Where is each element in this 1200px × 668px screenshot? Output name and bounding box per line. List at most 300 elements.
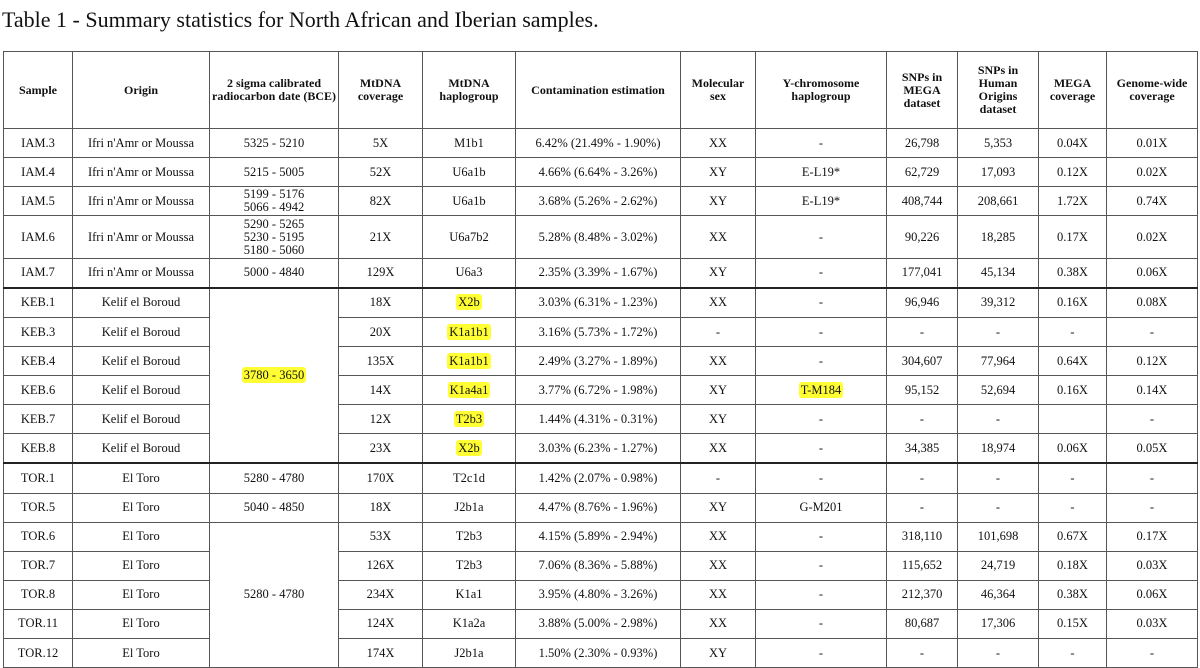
molecular-sex-cell (681, 187, 756, 216)
mega-coverage-value: 0.16X (1057, 382, 1088, 397)
y-haplogroup-value: - (818, 353, 824, 368)
snps-human-origins-value: - (995, 411, 1001, 426)
mtdna-coverage-cell (339, 609, 423, 638)
sample-cell (4, 129, 73, 158)
y-haplogroup-value: - (818, 558, 824, 573)
y-haplogroup-cell (756, 187, 887, 216)
sample-cell (4, 493, 73, 522)
origin-cell (73, 347, 210, 376)
contamination-value: 3.68% (5.26% - 2.62%) (538, 193, 658, 208)
genome-wide-coverage-value: 0.06X (1136, 265, 1168, 280)
mtdna-haplogroup-value: K1a2a (452, 616, 486, 631)
snps-human-origins-value: - (995, 645, 1001, 660)
snps-human-origins-cell (958, 158, 1039, 187)
mega-coverage-cell (1039, 288, 1107, 318)
column-header-date: 2 sigma calibrated radiocarbon date (BCE) (210, 52, 339, 129)
mtdna-haplogroup-cell (423, 317, 516, 346)
y-haplogroup-value: E-L19* (801, 164, 841, 179)
y-haplogroup-value: - (818, 295, 824, 310)
table-row (4, 129, 1198, 158)
sample-value: IAM.5 (21, 193, 55, 208)
snps-human-origins-value: 18,974 (980, 440, 1016, 455)
snps-human-origins-cell (958, 129, 1039, 158)
y-haplogroup-value: - (818, 324, 824, 339)
contamination-value: 3.88% (5.00% - 2.98%) (538, 616, 658, 631)
snps-human-origins-cell (958, 187, 1039, 216)
snps-human-origins-value: - (995, 470, 1001, 485)
origin-value: El Toro (122, 616, 160, 631)
mtdna-coverage-cell (339, 347, 423, 376)
contamination-cell (516, 317, 681, 346)
snps-human-origins-value: 46,364 (980, 587, 1016, 602)
molecular-sex-value: XX (708, 229, 728, 244)
mtdna-coverage-value: 126X (366, 558, 395, 573)
sample-cell (4, 463, 73, 493)
snps-human-origins-cell (958, 580, 1039, 609)
snps-human-origins-cell (958, 609, 1039, 638)
origin-value: Ifri n'Amr or Moussa (87, 193, 195, 208)
mtdna-haplogroup-value: J2b1a (454, 500, 484, 515)
y-haplogroup-value: - (818, 440, 824, 455)
sample-cell (4, 216, 73, 259)
mtdna-coverage-value: 135X (366, 353, 395, 368)
contamination-cell (516, 522, 681, 551)
origin-value: Ifri n'Amr or Moussa (87, 265, 195, 280)
sample-value: IAM.7 (21, 265, 55, 280)
genome-wide-coverage-value: 0.03X (1136, 616, 1168, 631)
snps-human-origins-cell (958, 551, 1039, 580)
mtdna-haplogroup-cell (423, 463, 516, 493)
mtdna-coverage-cell (339, 405, 423, 434)
mtdna-coverage-cell (339, 158, 423, 187)
date-cell (210, 463, 339, 493)
table-row (4, 609, 1198, 638)
molecular-sex-value: XX (708, 135, 728, 150)
contamination-cell (516, 187, 681, 216)
sample-value: TOR.5 (20, 500, 56, 515)
origin-value: Kelif el Boroud (101, 440, 181, 455)
mega-coverage-value: 0.18X (1057, 558, 1088, 573)
contamination-value: 3.03% (6.23% - 1.27%) (538, 440, 658, 455)
contamination-cell (516, 405, 681, 434)
table-title: Table 1 - Summary statistics for North African and Iberian samples. (2, 7, 599, 32)
snps-human-origins-value: 45,134 (980, 265, 1016, 280)
genome-wide-coverage-value: - (1149, 500, 1155, 515)
genome-wide-coverage-cell (1107, 405, 1198, 434)
table-row (4, 216, 1198, 259)
mega-coverage-value: 0.38X (1057, 587, 1088, 602)
origin-value: Kelif el Boroud (101, 353, 181, 368)
date-range: 5066 - 4942 (243, 200, 305, 215)
origin-cell (73, 376, 210, 405)
mega-coverage-value: 0.67X (1057, 529, 1088, 544)
snps-mega-value: - (919, 324, 925, 339)
table-row (4, 551, 1198, 580)
date-range: 5180 - 5060 (243, 242, 305, 257)
origin-value: Kelif el Boroud (101, 295, 181, 310)
date-cell (210, 129, 339, 158)
mtdna-haplogroup-value: U6a1b (452, 193, 486, 208)
snps-mega-value: 96,946 (904, 295, 940, 310)
table-row (4, 405, 1198, 434)
sample-cell (4, 609, 73, 638)
mtdna-haplogroup-value: X2b (458, 295, 480, 310)
mega-coverage-value: 0.04X (1057, 135, 1088, 150)
column-header-snps-human-origins: SNPs in Human Origins dataset (958, 52, 1039, 129)
snps-mega-value: 80,687 (904, 616, 940, 631)
contamination-cell (516, 216, 681, 259)
y-haplogroup-value: - (818, 470, 824, 485)
genome-wide-coverage-cell (1107, 376, 1198, 405)
date-range: 5230 - 5195 (243, 229, 305, 244)
mtdna-haplogroup-value: X2b (458, 440, 480, 455)
y-haplogroup-value: G-M201 (799, 500, 843, 515)
mtdna-haplogroup-value: M1b1 (454, 135, 484, 150)
sample-value: KEB.1 (20, 295, 56, 310)
table-row (4, 493, 1198, 522)
y-haplogroup-cell (756, 347, 887, 376)
mega-coverage-value: 0.15X (1057, 616, 1088, 631)
mega-coverage-cell (1039, 551, 1107, 580)
molecular-sex-value: XY (708, 382, 728, 397)
mtdna-haplogroup-cell (423, 187, 516, 216)
snps-mega-value: 318,110 (901, 529, 943, 544)
origin-cell (73, 639, 210, 668)
molecular-sex-value: XX (708, 616, 728, 631)
origin-value: El Toro (122, 529, 160, 544)
origin-value: El Toro (122, 500, 160, 515)
table-row (4, 376, 1198, 405)
y-haplogroup-value: - (818, 411, 824, 426)
column-header-sample: Sample (4, 52, 73, 129)
snps-human-origins-cell (958, 317, 1039, 346)
genome-wide-coverage-cell (1107, 639, 1198, 668)
contamination-cell (516, 551, 681, 580)
mtdna-coverage-cell (339, 580, 423, 609)
molecular-sex-cell (681, 405, 756, 434)
mtdna-coverage-value: 20X (369, 324, 392, 339)
sample-value: KEB.6 (20, 382, 56, 397)
sample-value: KEB.3 (20, 324, 56, 339)
sample-cell (4, 158, 73, 187)
molecular-sex-cell (681, 609, 756, 638)
genome-wide-coverage-cell (1107, 463, 1198, 493)
column-header-origin: Origin (73, 52, 210, 129)
sample-value: TOR.8 (20, 587, 56, 602)
molecular-sex-cell (681, 258, 756, 288)
mega-coverage-value: - (1070, 500, 1075, 515)
mega-coverage-value: - (1070, 645, 1075, 660)
sample-cell (4, 187, 73, 216)
sample-cell (4, 258, 73, 288)
table-row (4, 347, 1198, 376)
molecular-sex-cell (681, 434, 756, 464)
genome-wide-coverage-value: 0.12X (1136, 353, 1168, 368)
sample-value: TOR.7 (20, 558, 56, 573)
molecular-sex-value: - (715, 470, 721, 485)
molecular-sex-cell (681, 551, 756, 580)
y-haplogroup-cell (756, 317, 887, 346)
snps-mega-cell (887, 288, 958, 318)
origin-cell (73, 405, 210, 434)
origin-cell (73, 258, 210, 288)
date-range: 5280 - 4780 (243, 587, 305, 602)
date-cell (210, 187, 339, 216)
date-cell (210, 493, 339, 522)
table-row (4, 580, 1198, 609)
date-range: 5040 - 4850 (243, 500, 305, 515)
origin-cell (73, 187, 210, 216)
mega-coverage-value: 0.17X (1057, 229, 1088, 244)
y-haplogroup-value: - (818, 529, 824, 544)
contamination-value: 1.42% (2.07% - 0.98%) (538, 470, 658, 485)
origin-cell (73, 317, 210, 346)
snps-human-origins-value: - (995, 500, 1001, 515)
origin-cell (73, 216, 210, 259)
sample-cell (4, 376, 73, 405)
sample-cell (4, 551, 73, 580)
y-haplogroup-cell (756, 405, 887, 434)
mega-coverage-cell (1039, 347, 1107, 376)
origin-cell (73, 158, 210, 187)
mtdna-haplogroup-cell (423, 639, 516, 668)
mtdna-haplogroup-value: U6a7b2 (449, 229, 489, 244)
mega-coverage-cell (1039, 463, 1107, 493)
snps-mega-value: 90,226 (904, 229, 940, 244)
column-header-mtdna-haplogroup: MtDNA haplogroup (423, 52, 516, 129)
mtdna-haplogroup-cell (423, 405, 516, 434)
snps-human-origins-value: 101,698 (977, 529, 1019, 544)
molecular-sex-value: XY (708, 164, 728, 179)
contamination-cell (516, 493, 681, 522)
snps-human-origins-cell (958, 639, 1039, 668)
date-cell (210, 522, 339, 667)
sample-value: TOR.1 (20, 470, 56, 485)
mtdna-coverage-cell (339, 551, 423, 580)
snps-mega-cell (887, 158, 958, 187)
date-range: 5325 - 5210 (243, 135, 305, 150)
molecular-sex-value: - (715, 324, 721, 339)
sample-cell (4, 434, 73, 464)
sample-value: TOR.6 (20, 529, 56, 544)
origin-cell (73, 434, 210, 464)
column-header-y-haplogroup: Y-chromosome haplogroup (756, 52, 887, 129)
mega-coverage-cell (1039, 187, 1107, 216)
table-row (4, 463, 1198, 493)
sample-value: TOR.11 (18, 616, 58, 631)
mega-coverage-value: 0.06X (1057, 440, 1088, 455)
molecular-sex-cell (681, 347, 756, 376)
genome-wide-coverage-value: 0.14X (1136, 382, 1168, 397)
date-cell (210, 288, 339, 464)
mtdna-haplogroup-value: T2b3 (455, 411, 483, 426)
molecular-sex-value: XY (708, 411, 728, 426)
mega-coverage-cell (1039, 609, 1107, 638)
mtdna-coverage-cell (339, 317, 423, 346)
contamination-value: 2.49% (3.27% - 1.89%) (538, 353, 658, 368)
molecular-sex-cell (681, 129, 756, 158)
mtdna-haplogroup-value: T2b3 (455, 529, 483, 544)
y-haplogroup-cell (756, 639, 887, 668)
snps-mega-cell (887, 609, 958, 638)
genome-wide-coverage-value: 0.17X (1136, 529, 1168, 544)
snps-mega-cell (887, 463, 958, 493)
sample-cell (4, 317, 73, 346)
snps-mega-value: - (919, 645, 925, 660)
mtdna-haplogroup-cell (423, 347, 516, 376)
snps-human-origins-cell (958, 522, 1039, 551)
y-haplogroup-value: - (818, 265, 824, 280)
mtdna-coverage-value: 82X (369, 193, 392, 208)
mtdna-coverage-value: 18X (369, 500, 392, 515)
table-row (4, 522, 1198, 551)
snps-human-origins-value: 5,353 (983, 135, 1013, 150)
contamination-value: 4.66% (6.64% - 3.26%) (538, 164, 658, 179)
y-haplogroup-cell (756, 434, 887, 464)
genome-wide-coverage-cell (1107, 129, 1198, 158)
snps-human-origins-value: 52,694 (980, 382, 1016, 397)
genome-wide-coverage-cell (1107, 258, 1198, 288)
contamination-value: 3.95% (4.80% - 3.26%) (538, 587, 658, 602)
origin-value: El Toro (122, 645, 160, 660)
table-body (4, 129, 1198, 668)
snps-mega-cell (887, 551, 958, 580)
snps-human-origins-cell (958, 376, 1039, 405)
mtdna-coverage-cell (339, 493, 423, 522)
table-row (4, 187, 1198, 216)
origin-cell (73, 522, 210, 551)
date-range: 5215 - 5005 (243, 164, 305, 179)
sample-value: KEB.8 (20, 440, 56, 455)
molecular-sex-cell (681, 288, 756, 318)
column-header-genome-wide-coverage: Genome-wide coverage (1107, 52, 1198, 129)
origin-cell (73, 609, 210, 638)
molecular-sex-value: XY (708, 193, 728, 208)
snps-mega-cell (887, 258, 958, 288)
mtdna-coverage-value: 53X (369, 529, 392, 544)
mtdna-coverage-cell (339, 434, 423, 464)
mega-coverage-value: - (1070, 324, 1075, 339)
mtdna-haplogroup-cell (423, 609, 516, 638)
mtdna-haplogroup-value: K1a1 (455, 587, 483, 602)
snps-mega-cell (887, 493, 958, 522)
sample-cell (4, 580, 73, 609)
mtdna-haplogroup-value: T2b3 (455, 558, 483, 573)
contamination-value: 6.42% (21.49% - 1.90%) (535, 135, 661, 150)
origin-cell (73, 129, 210, 158)
mtdna-coverage-value: 21X (369, 229, 392, 244)
mtdna-haplogroup-value: U6a3 (455, 265, 483, 280)
genome-wide-coverage-cell (1107, 216, 1198, 259)
molecular-sex-value: XX (708, 295, 728, 310)
molecular-sex-cell (681, 376, 756, 405)
snps-mega-value: 95,152 (904, 382, 940, 397)
mtdna-haplogroup-value: K1a1b1 (449, 353, 489, 368)
mtdna-haplogroup-cell (423, 158, 516, 187)
contamination-value: 3.16% (5.73% - 1.72%) (538, 324, 658, 339)
mtdna-coverage-value: 52X (369, 164, 392, 179)
molecular-sex-value: XX (708, 558, 728, 573)
mtdna-haplogroup-cell (423, 129, 516, 158)
molecular-sex-cell (681, 493, 756, 522)
date-cell (210, 216, 339, 259)
snps-mega-value: 304,607 (901, 353, 943, 368)
molecular-sex-value: XY (708, 265, 728, 280)
origin-value: Ifri n'Amr or Moussa (87, 164, 195, 179)
molecular-sex-cell (681, 522, 756, 551)
mtdna-haplogroup-value: K1a4a1 (449, 382, 489, 397)
snps-human-origins-cell (958, 347, 1039, 376)
sample-value: KEB.4 (20, 353, 56, 368)
sample-value: IAM.6 (21, 229, 55, 244)
contamination-cell (516, 288, 681, 318)
table-row (4, 317, 1198, 346)
date-cell (210, 158, 339, 187)
mega-coverage-cell (1039, 639, 1107, 668)
snps-mega-value: 212,370 (901, 587, 943, 602)
y-haplogroup-cell (756, 288, 887, 318)
origin-cell (73, 463, 210, 493)
molecular-sex-value: XY (708, 645, 728, 660)
snps-mega-cell (887, 522, 958, 551)
genome-wide-coverage-value: 0.05X (1136, 440, 1168, 455)
snps-mega-cell (887, 580, 958, 609)
y-haplogroup-cell (756, 551, 887, 580)
snps-human-origins-value: 18,285 (980, 229, 1016, 244)
snps-human-origins-value: 208,661 (977, 193, 1019, 208)
snps-human-origins-value: 24,719 (980, 558, 1016, 573)
mega-coverage-cell (1039, 493, 1107, 522)
date-range: 5199 - 5176 (243, 187, 305, 202)
snps-human-origins-value: 17,306 (980, 616, 1016, 631)
mega-coverage-cell (1039, 434, 1107, 464)
mega-coverage-cell (1039, 405, 1107, 434)
genome-wide-coverage-value: 0.01X (1136, 135, 1168, 150)
snps-mega-value: - (919, 500, 925, 515)
contamination-cell (516, 347, 681, 376)
mtdna-haplogroup-cell (423, 434, 516, 464)
contamination-value: 3.77% (6.72% - 1.98%) (538, 382, 658, 397)
y-haplogroup-cell (756, 493, 887, 522)
origin-value: Kelif el Boroud (101, 382, 181, 397)
snps-mega-cell (887, 347, 958, 376)
y-haplogroup-cell (756, 258, 887, 288)
mtdna-haplogroup-cell (423, 551, 516, 580)
mtdna-coverage-cell (339, 129, 423, 158)
contamination-cell (516, 639, 681, 668)
genome-wide-coverage-cell (1107, 522, 1198, 551)
genome-wide-coverage-cell (1107, 493, 1198, 522)
mtdna-coverage-value: 18X (369, 295, 392, 310)
snps-human-origins-cell (958, 434, 1039, 464)
mega-coverage-cell (1039, 216, 1107, 259)
mtdna-coverage-cell (339, 639, 423, 668)
snps-mega-value: 62,729 (904, 164, 940, 179)
mtdna-coverage-value: 12X (369, 411, 392, 426)
molecular-sex-value: XX (708, 353, 728, 368)
snps-mega-value: - (919, 411, 925, 426)
mega-coverage-value: 0.64X (1057, 353, 1088, 368)
snps-mega-cell (887, 129, 958, 158)
mega-coverage-value: 1.72X (1057, 193, 1088, 208)
snps-human-origins-value: 17,093 (980, 164, 1016, 179)
molecular-sex-cell (681, 639, 756, 668)
genome-wide-coverage-value: - (1149, 470, 1155, 485)
molecular-sex-value: XX (708, 587, 728, 602)
mtdna-haplogroup-cell (423, 522, 516, 551)
mtdna-haplogroup-value: J2b1a (454, 645, 484, 660)
y-haplogroup-cell (756, 522, 887, 551)
